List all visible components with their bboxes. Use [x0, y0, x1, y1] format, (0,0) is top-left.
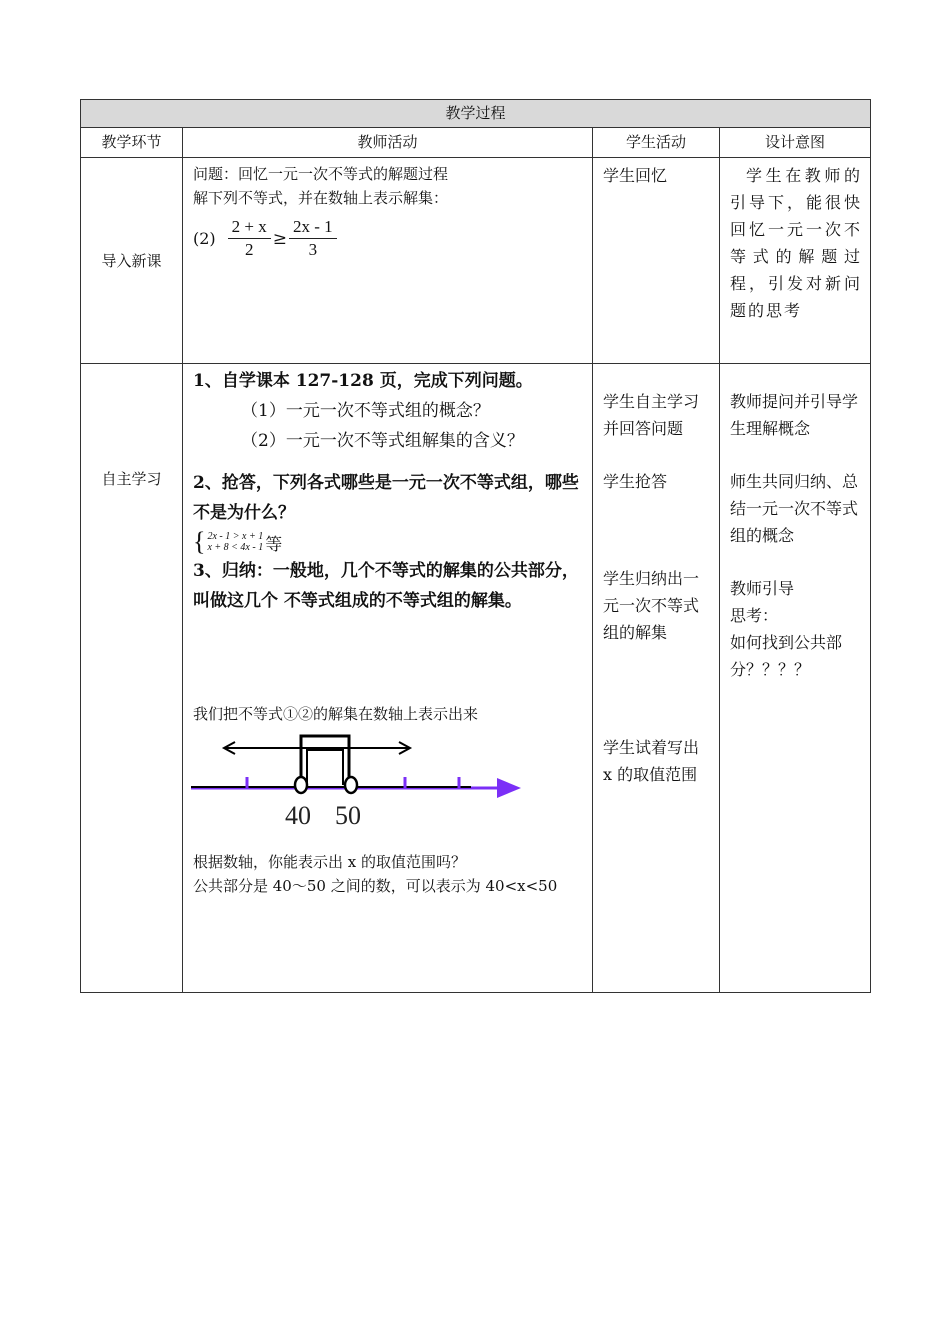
open-circle-50 — [345, 777, 357, 793]
tick-label-50: 50 — [335, 801, 361, 830]
intent-3: 教师引导 — [730, 579, 795, 598]
system-line-2: x + 8 < 4x - 1 — [207, 542, 264, 553]
student-activity-2: 学生抢答 — [603, 472, 668, 491]
stage-label: 自主学习 — [101, 470, 162, 488]
task-3: 3、归纳：一般地，几个不等式的解集的公共部分，叫做这几个 不等式组成的不等式组的解集。 — [193, 561, 579, 611]
lhs-numerator: 2 + x — [228, 216, 271, 239]
intent-text: 学生在教师的引导下，能很快回忆一元一次不等式的解题过程，引发对新问题的思考 — [730, 166, 863, 320]
student-activity-intro — [593, 158, 720, 364]
task-2: 2、抢答，下列各式哪些是一元一次不等式组，哪些不是为什么？ — [193, 473, 579, 523]
student-recall: 学生回忆 — [603, 166, 668, 185]
header-intent: 设计意图 — [720, 128, 871, 158]
rhs-fraction — [289, 216, 337, 261]
open-circle-40 — [295, 777, 307, 793]
student-activity-3: 学生归纳出一元一次不等式组的解集 — [603, 569, 700, 642]
inequality-expression — [193, 216, 584, 261]
inequality-system — [193, 528, 584, 556]
task-1a: （1）一元一次不等式组的概念？ — [241, 401, 490, 421]
rhs-numerator: 2x - 1 — [289, 216, 337, 239]
problem-label: (2) — [193, 229, 216, 248]
range-answer: 公共部分是 40～50 之间的数，可以表示为 40<x<50 — [193, 877, 558, 895]
header-student: 学生活动 — [593, 128, 720, 158]
student-activity-self-study — [593, 364, 720, 993]
intent-2: 师生共同归纳、总结一元一次不等式组的概念 — [730, 472, 859, 545]
student-activity-4: 学生试着写出 x 的取值范围 — [603, 738, 700, 784]
intent-5: 如何找到公共部分？？？？ — [730, 633, 843, 679]
axis-arrowhead — [497, 778, 521, 798]
relation-symbol: ≥ — [272, 228, 288, 249]
rhs-denominator: 3 — [308, 240, 318, 259]
stage-intro — [81, 158, 183, 364]
lhs-fraction — [228, 216, 271, 261]
table-row — [81, 158, 871, 364]
numberline-caption: 我们把不等式①②的解集在数轴上表示出来 — [193, 705, 479, 723]
system-suffix: 等 — [265, 534, 283, 555]
intro-question: 问题：回忆一元一次不等式的解题过程 — [193, 165, 449, 183]
number-line-figure — [191, 732, 531, 832]
intent-1: 教师提问并引导学生理解概念 — [730, 392, 859, 438]
range-question: 根据数轴，你能表示出 x 的取值范围吗？ — [193, 853, 466, 871]
inner-bracket — [307, 750, 343, 785]
design-intent-self-study — [720, 364, 871, 993]
lhs-denominator: 2 — [244, 240, 254, 259]
table-title: 教学过程 — [81, 100, 871, 128]
design-intent-intro — [720, 158, 871, 364]
tick-label-40: 40 — [285, 801, 311, 830]
stage-self-study — [81, 364, 183, 993]
student-activity-1: 学生自主学习并回答问题 — [603, 392, 700, 438]
intent-4: 思考： — [730, 606, 779, 625]
task-1: 1、自学课本 127-128 页，完成下列问题。 — [193, 371, 533, 391]
common-part-bracket — [301, 736, 349, 785]
teacher-activity-intro — [183, 158, 593, 364]
teaching-process-table — [80, 99, 871, 993]
column-headers — [81, 128, 871, 158]
header-stage: 教学环节 — [81, 128, 183, 158]
header-teacher: 教师活动 — [183, 128, 593, 158]
intro-instruction: 解下列不等式，并在数轴上表示解集： — [193, 189, 449, 207]
stage-label: 导入新课 — [101, 252, 162, 270]
task-1b: （2）一元一次不等式组解集的含义？ — [241, 431, 524, 451]
brace-icon: { — [193, 527, 206, 556]
teacher-activity-self-study — [183, 364, 593, 993]
system-line-1: 2x - 1 > x + 1 — [207, 531, 264, 542]
table-row — [81, 364, 871, 993]
